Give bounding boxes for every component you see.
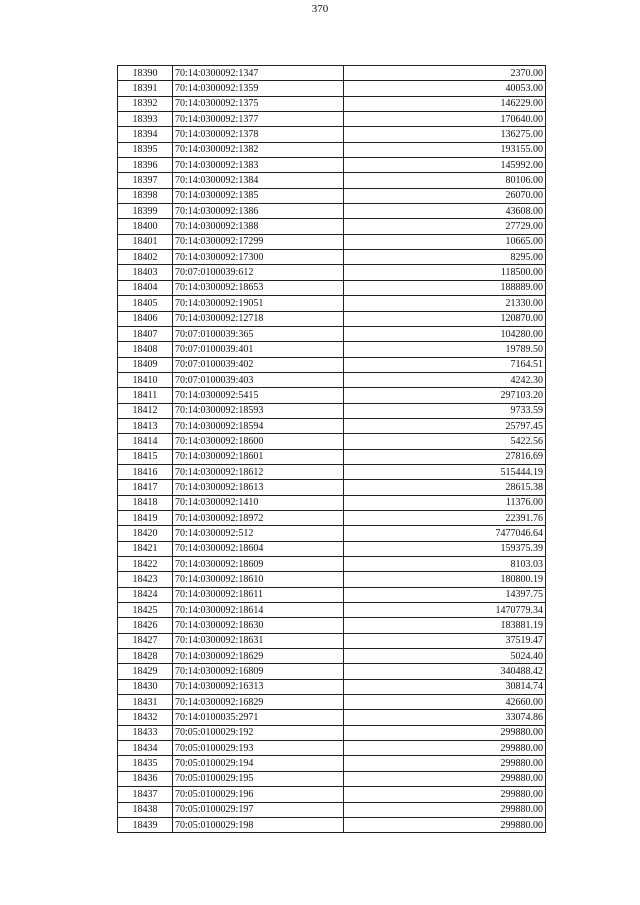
row-number-cell: 18404: [118, 280, 173, 295]
row-number-cell: 18422: [118, 557, 173, 572]
table-row: [118, 526, 546, 541]
row-number-cell: 18435: [118, 756, 173, 771]
table-row: [118, 388, 546, 403]
table-row: [118, 618, 546, 633]
cadastral-number-cell: 70:14:0300092:512: [173, 526, 344, 541]
cadastral-number-cell: 70:14:0300092:18631: [173, 633, 344, 648]
value-cell: 104280.00: [344, 326, 546, 341]
table-row: [118, 265, 546, 280]
table-row: [118, 234, 546, 249]
row-number-cell: 18408: [118, 342, 173, 357]
cadastral-number-cell: 70:14:0300092:19051: [173, 296, 344, 311]
table-row: [118, 173, 546, 188]
row-number-cell: 18426: [118, 618, 173, 633]
cadastral-number-cell: 70:14:0300092:1377: [173, 112, 344, 127]
table-row: [118, 112, 546, 127]
row-number-cell: 18393: [118, 112, 173, 127]
row-number-cell: 18421: [118, 541, 173, 556]
row-number-cell: 18430: [118, 679, 173, 694]
table-row: [118, 557, 546, 572]
cadastral-number-cell: 70:14:0300092:17299: [173, 234, 344, 249]
table-row: [118, 326, 546, 341]
table-row: [118, 710, 546, 725]
cadastral-number-cell: 70:14:0300092:1386: [173, 204, 344, 219]
row-number-cell: 18438: [118, 802, 173, 817]
row-number-cell: 18412: [118, 403, 173, 418]
value-cell: 11376.00: [344, 495, 546, 510]
table-row: [118, 280, 546, 295]
table-row: [118, 66, 546, 81]
table-row: [118, 250, 546, 265]
row-number-cell: 18400: [118, 219, 173, 234]
cadastral-number-cell: 70:14:0300092:17300: [173, 250, 344, 265]
value-cell: 146229.00: [344, 96, 546, 111]
cadastral-number-cell: 70:14:0300092:1384: [173, 173, 344, 188]
table-row: [118, 679, 546, 694]
table-row: [118, 464, 546, 479]
table-row: [118, 204, 546, 219]
value-cell: 1470779.34: [344, 603, 546, 618]
value-cell: 7164.51: [344, 357, 546, 372]
cadastral-number-cell: 70:14:0300092:18609: [173, 557, 344, 572]
table-row: [118, 357, 546, 372]
cadastral-number-cell: 70:14:0300092:18630: [173, 618, 344, 633]
row-number-cell: 18409: [118, 357, 173, 372]
table-row: [118, 649, 546, 664]
value-cell: 43608.00: [344, 204, 546, 219]
row-number-cell: 18401: [118, 234, 173, 249]
row-number-cell: 18415: [118, 449, 173, 464]
value-cell: 28615.38: [344, 480, 546, 495]
table-row: [118, 188, 546, 203]
table-row: [118, 495, 546, 510]
value-cell: 10665.00: [344, 234, 546, 249]
value-cell: 120870.00: [344, 311, 546, 326]
value-cell: 30814.74: [344, 679, 546, 694]
table-row: [118, 403, 546, 418]
row-number-cell: 18433: [118, 725, 173, 740]
cadastral-number-cell: 70:14:0300092:18653: [173, 280, 344, 295]
value-cell: 515444.19: [344, 464, 546, 479]
cadastral-number-cell: 70:14:0300092:18611: [173, 587, 344, 602]
cadastral-number-cell: 70:14:0100035:2971: [173, 710, 344, 725]
row-number-cell: 18417: [118, 480, 173, 495]
row-number-cell: 18407: [118, 326, 173, 341]
cadastral-number-cell: 70:05:0100029:192: [173, 725, 344, 740]
cadastral-number-cell: 70:07:0100039:365: [173, 326, 344, 341]
value-cell: 9733.59: [344, 403, 546, 418]
table-row: [118, 81, 546, 96]
cadastral-number-cell: 70:07:0100039:402: [173, 357, 344, 372]
row-number-cell: 18439: [118, 817, 173, 832]
table-row: [118, 311, 546, 326]
value-cell: 2370.00: [344, 66, 546, 81]
table-row: [118, 741, 546, 756]
table-row: [118, 587, 546, 602]
row-number-cell: 18432: [118, 710, 173, 725]
table-row: [118, 449, 546, 464]
cadastral-number-cell: 70:14:0300092:18610: [173, 572, 344, 587]
value-cell: 8295.00: [344, 250, 546, 265]
cadastral-number-cell: 70:14:0300092:1388: [173, 219, 344, 234]
cadastral-number-cell: 70:14:0300092:1383: [173, 158, 344, 173]
cadastral-number-cell: 70:14:0300092:1385: [173, 188, 344, 203]
value-cell: 80106.00: [344, 173, 546, 188]
cadastral-number-cell: 70:14:0300092:5415: [173, 388, 344, 403]
value-cell: 299880.00: [344, 802, 546, 817]
row-number-cell: 18427: [118, 633, 173, 648]
row-number-cell: 18424: [118, 587, 173, 602]
value-cell: 159375.39: [344, 541, 546, 556]
cadastral-number-cell: 70:14:0300092:1347: [173, 66, 344, 81]
table-row: [118, 142, 546, 157]
table-row: [118, 695, 546, 710]
value-cell: 14397.75: [344, 587, 546, 602]
table-row: [118, 633, 546, 648]
value-cell: 5422.56: [344, 434, 546, 449]
row-number-cell: 18436: [118, 771, 173, 786]
cadastral-number-cell: 70:14:0300092:18614: [173, 603, 344, 618]
value-cell: 8103.03: [344, 557, 546, 572]
value-cell: 340488.42: [344, 664, 546, 679]
cadastral-number-cell: 70:05:0100029:194: [173, 756, 344, 771]
cadastral-number-cell: 70:07:0100039:403: [173, 372, 344, 387]
value-cell: 27729.00: [344, 219, 546, 234]
cadastral-number-cell: 70:07:0100039:401: [173, 342, 344, 357]
cadastral-number-cell: 70:14:0300092:18594: [173, 418, 344, 433]
value-cell: 180800.19: [344, 572, 546, 587]
row-number-cell: 18405: [118, 296, 173, 311]
table-row: [118, 480, 546, 495]
row-number-cell: 18398: [118, 188, 173, 203]
row-number-cell: 18419: [118, 510, 173, 525]
value-cell: 299880.00: [344, 756, 546, 771]
value-cell: 33074.86: [344, 710, 546, 725]
value-cell: 299880.00: [344, 817, 546, 832]
cadastral-number-cell: 70:14:0300092:18613: [173, 480, 344, 495]
cadastral-number-cell: 70:05:0100029:193: [173, 741, 344, 756]
value-cell: 299880.00: [344, 725, 546, 740]
cadastral-number-cell: 70:14:0300092:18612: [173, 464, 344, 479]
row-number-cell: 18394: [118, 127, 173, 142]
value-cell: 40053.00: [344, 81, 546, 96]
value-cell: 299880.00: [344, 787, 546, 802]
cadastral-number-cell: 70:14:0300092:1359: [173, 81, 344, 96]
row-number-cell: 18403: [118, 265, 173, 280]
value-cell: 297103.20: [344, 388, 546, 403]
table-row: [118, 219, 546, 234]
row-number-cell: 18413: [118, 418, 173, 433]
table-row: [118, 603, 546, 618]
row-number-cell: 18399: [118, 204, 173, 219]
value-cell: 25797.45: [344, 418, 546, 433]
table-row: [118, 725, 546, 740]
row-number-cell: 18392: [118, 96, 173, 111]
table-row: [118, 572, 546, 587]
row-number-cell: 18406: [118, 311, 173, 326]
row-number-cell: 18437: [118, 787, 173, 802]
row-number-cell: 18428: [118, 649, 173, 664]
table-row: [118, 434, 546, 449]
cadastral-number-cell: 70:14:0300092:16809: [173, 664, 344, 679]
row-number-cell: 18391: [118, 81, 173, 96]
table-row: [118, 541, 546, 556]
cadastral-number-cell: 70:14:0300092:1375: [173, 96, 344, 111]
value-cell: 193155.00: [344, 142, 546, 157]
cadastral-number-cell: 70:14:0300092:18593: [173, 403, 344, 418]
page-number: 370: [311, 3, 329, 15]
value-cell: 299880.00: [344, 741, 546, 756]
value-cell: 27816.69: [344, 449, 546, 464]
table-row: [118, 787, 546, 802]
table-row: [118, 158, 546, 173]
cadastral-number-cell: 70:05:0100029:198: [173, 817, 344, 832]
cadastral-number-cell: 70:07:0100039:612: [173, 265, 344, 280]
value-cell: 37519.47: [344, 633, 546, 648]
cadastral-number-cell: 70:05:0100029:197: [173, 802, 344, 817]
table-row: [118, 664, 546, 679]
table-row: [118, 127, 546, 142]
cadastral-number-cell: 70:14:0300092:18601: [173, 449, 344, 464]
row-number-cell: 18396: [118, 158, 173, 173]
row-number-cell: 18431: [118, 695, 173, 710]
cadastral-number-cell: 70:14:0300092:18604: [173, 541, 344, 556]
value-cell: 170640.00: [344, 112, 546, 127]
value-cell: 299880.00: [344, 771, 546, 786]
cadastral-number-cell: 70:14:0300092:18629: [173, 649, 344, 664]
table-row: [118, 418, 546, 433]
row-number-cell: 18425: [118, 603, 173, 618]
table-row: [118, 96, 546, 111]
table-row: [118, 817, 546, 832]
cadastral-number-cell: 70:05:0100029:195: [173, 771, 344, 786]
row-number-cell: 18395: [118, 142, 173, 157]
cadastral-number-cell: 70:05:0100029:196: [173, 787, 344, 802]
value-cell: 145992.00: [344, 158, 546, 173]
value-cell: 42660.00: [344, 695, 546, 710]
value-cell: 136275.00: [344, 127, 546, 142]
cadastral-number-cell: 70:14:0300092:12718: [173, 311, 344, 326]
cadastral-number-cell: 70:14:0300092:1410: [173, 495, 344, 510]
row-number-cell: 18416: [118, 464, 173, 479]
cadastral-number-cell: 70:14:0300092:1378: [173, 127, 344, 142]
value-cell: 188889.00: [344, 280, 546, 295]
row-number-cell: 18434: [118, 741, 173, 756]
row-number-cell: 18390: [118, 66, 173, 81]
value-cell: 5024.40: [344, 649, 546, 664]
cadastral-value-table: [117, 65, 546, 833]
cadastral-number-cell: 70:14:0300092:16313: [173, 679, 344, 694]
row-number-cell: 18423: [118, 572, 173, 587]
cadastral-number-cell: 70:14:0300092:18972: [173, 510, 344, 525]
value-cell: 26070.00: [344, 188, 546, 203]
table-row: [118, 296, 546, 311]
table-row: [118, 372, 546, 387]
value-cell: 4242.30: [344, 372, 546, 387]
table-row: [118, 802, 546, 817]
row-number-cell: 18420: [118, 526, 173, 541]
value-cell: 19789.50: [344, 342, 546, 357]
row-number-cell: 18418: [118, 495, 173, 510]
row-number-cell: 18414: [118, 434, 173, 449]
row-number-cell: 18397: [118, 173, 173, 188]
table-row: [118, 771, 546, 786]
cadastral-number-cell: 70:14:0300092:16829: [173, 695, 344, 710]
table-row: [118, 510, 546, 525]
value-cell: 21330.00: [344, 296, 546, 311]
value-cell: 118500.00: [344, 265, 546, 280]
row-number-cell: 18411: [118, 388, 173, 403]
value-cell: 7477046.64: [344, 526, 546, 541]
table-row: [118, 756, 546, 771]
value-cell: 183881.19: [344, 618, 546, 633]
table-body: [118, 66, 546, 833]
table-row: [118, 342, 546, 357]
row-number-cell: 18402: [118, 250, 173, 265]
row-number-cell: 18410: [118, 372, 173, 387]
value-cell: 22391.76: [344, 510, 546, 525]
row-number-cell: 18429: [118, 664, 173, 679]
cadastral-number-cell: 70:14:0300092:1382: [173, 142, 344, 157]
cadastral-number-cell: 70:14:0300092:18600: [173, 434, 344, 449]
